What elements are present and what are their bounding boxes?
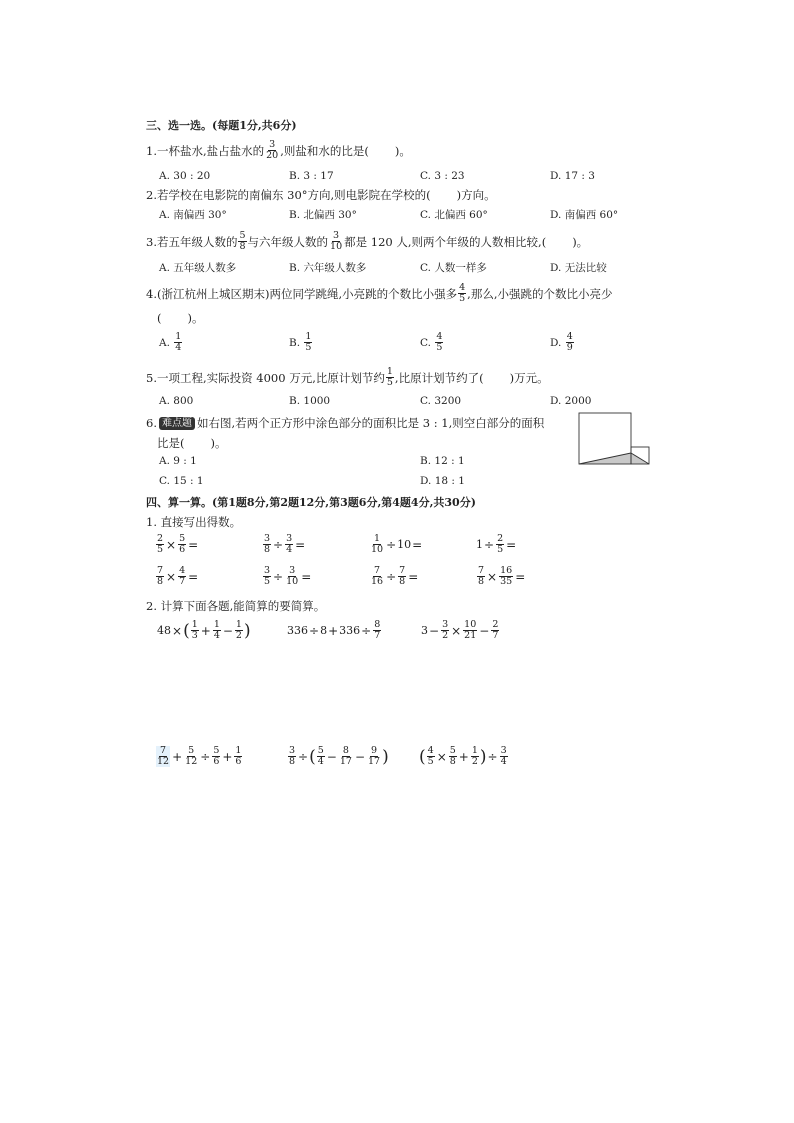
- q2-option-d[interactable]: D. 南偏西 60°: [550, 209, 619, 221]
- expr-6: $\frac{3}{5}$ ÷ $\frac{3}{10}$ =: [264, 565, 312, 587]
- q2-option-a[interactable]: A. 南偏西 30°: [159, 209, 227, 221]
- expr-7: $\frac{7}{16}$ ÷ $\frac{7}{8}$ =: [371, 565, 419, 587]
- q5-option-d[interactable]: D. 2000: [550, 395, 592, 407]
- calc-1: 48 × ( $\frac{1}{3}$ + $\frac{1}{4}$ − $\frac{1}{2}$ ): [157, 619, 251, 641]
- question-6: 6. 难点题 如右图,若两个正方形中涂色部分的面积比是 3 : 1,则空白部分的面积: [146, 416, 545, 430]
- q4-option-b[interactable]: B. $\frac{1}{5}$: [289, 331, 312, 353]
- q4-option-c[interactable]: C. $\frac{4}{5}$: [420, 331, 443, 353]
- question-2: 2. 若学校在电影院的南偏东 30°方向,则电影院在学校的( )方向。: [146, 188, 496, 202]
- expr-3: $\frac{1}{10}$ ÷ 10 =: [371, 533, 423, 555]
- fraction: $\frac{5}{8}$: [239, 230, 246, 252]
- question-6-line2: 比是( )。: [157, 436, 227, 450]
- fraction: $\frac{3}{10}$: [330, 230, 343, 252]
- q3-option-c[interactable]: C. 人数一样多: [420, 262, 487, 274]
- section3-heading: 三、选一选。(每题1分,共6分): [146, 119, 297, 132]
- question-1: 1. 一杯盐水,盐占盐水的 $\frac{3}{20}$ ,则盐和水的比是( )。: [146, 139, 411, 161]
- two-squares-figure: [578, 412, 652, 466]
- q6-option-c[interactable]: C. 15 : 1: [159, 475, 204, 487]
- q5-option-a[interactable]: A. 800: [159, 395, 194, 407]
- q2-option-b[interactable]: B. 北偏西 30°: [289, 209, 357, 221]
- calc-5: $\frac{3}{8}$ ÷ ( $\frac{5}{4}$ − $\frac{8}{17}$ − $\frac{9}{17}$ ): [289, 745, 389, 767]
- q1-option-a[interactable]: A. 30 : 20: [159, 170, 211, 182]
- q5-option-c[interactable]: C. 3200: [420, 395, 462, 407]
- q1-option-c[interactable]: C. 3 : 23: [420, 170, 465, 182]
- question-text: 一杯盐水,盐占盐水的: [156, 143, 265, 158]
- expr-8: $\frac{7}{8}$ × $\frac{16}{35}$ =: [478, 565, 526, 587]
- q1-option-b[interactable]: B. 3 : 17: [289, 170, 334, 182]
- q6-option-d[interactable]: D. 18 : 1: [420, 475, 465, 487]
- q4-option-d[interactable]: D. $\frac{4}{9}$: [550, 331, 573, 353]
- fraction: $\frac{1}{5}$: [386, 366, 393, 388]
- expr-5: $\frac{7}{8}$ × $\frac{4}{7}$ =: [157, 565, 199, 587]
- q4-option-a[interactable]: A. $\frac{1}{4}$: [159, 331, 182, 353]
- question-number: 1.: [146, 143, 157, 158]
- q2-option-c[interactable]: C. 北偏西 60°: [420, 209, 488, 221]
- fraction: $\frac{4}{5}$: [459, 282, 466, 304]
- question-5: 5. 一项工程,实际投资 4000 万元,比原计划节约 $\frac{1}{5}$ ,比原计划节约了( )万元。: [146, 366, 549, 388]
- calc-4: $\frac{7}{12}$ + $\frac{5}{12}$ ÷ $\frac{5}{6}$ + $\frac{1}{6}$: [157, 745, 242, 767]
- q3-option-d[interactable]: D. 无法比较: [550, 262, 607, 274]
- q3-option-b[interactable]: B. 六年级人数多: [289, 262, 367, 274]
- section4-heading: 四、算一算。(第1题8分,第2题12分,第3题6分,第4题4分,共30分): [146, 496, 476, 509]
- difficulty-badge: 难点题: [159, 417, 195, 430]
- part1-instruction: 1. 直接写出得数。: [146, 515, 242, 529]
- question-text: ,则盐和水的比是(: [280, 143, 369, 158]
- expr-4: 1 ÷ $\frac{2}{5}$ =: [476, 533, 517, 555]
- calc-6: ( $\frac{4}{5}$ × $\frac{5}{8}$ + $\frac{1}{2}$ ) ÷ $\frac{3}{4}$: [419, 745, 507, 767]
- question-4-line2: ( )。: [157, 311, 204, 325]
- question-text: 若学校在电影院的南偏东 30°方向,则电影院在学校的(: [156, 188, 431, 202]
- expr-1: $\frac{2}{5}$ × $\frac{5}{6}$ =: [157, 533, 199, 555]
- q3-option-a[interactable]: A. 五年级人数多: [159, 262, 237, 274]
- question-4: 4. (浙江杭州上城区期末)两位同学跳绳,小亮跳的个数比小强多 $\frac{4}{5}$ ,那么,小强跳的个数比小亮少: [146, 282, 613, 304]
- calc-3: 3 − $\frac{3}{2}$ × $\frac{10}{21}$ − $\frac{2}{7}$: [421, 619, 499, 641]
- question-3: 3. 若五年级人数的 $\frac{5}{8}$ 与六年级人数的 $\frac{3}{10}$ 都是 120 人,则两个年级的人数相比较,( )。: [146, 230, 589, 252]
- calc-2: 336 ÷ 8 + 336 ÷ $\frac{8}{7}$: [287, 619, 381, 641]
- q6-option-a[interactable]: A. 9 : 1: [159, 455, 197, 467]
- expr-2: $\frac{3}{8}$ ÷ $\frac{3}{4}$ =: [264, 533, 306, 555]
- q6-option-b[interactable]: B. 12 : 1: [420, 455, 465, 467]
- q5-option-b[interactable]: B. 1000: [289, 395, 331, 407]
- fraction: $\frac{3}{20}$: [266, 139, 279, 161]
- part2-instruction: 2. 计算下面各题,能简算的要简算。: [146, 599, 326, 613]
- q1-option-d[interactable]: D. 17 : 3: [550, 170, 595, 182]
